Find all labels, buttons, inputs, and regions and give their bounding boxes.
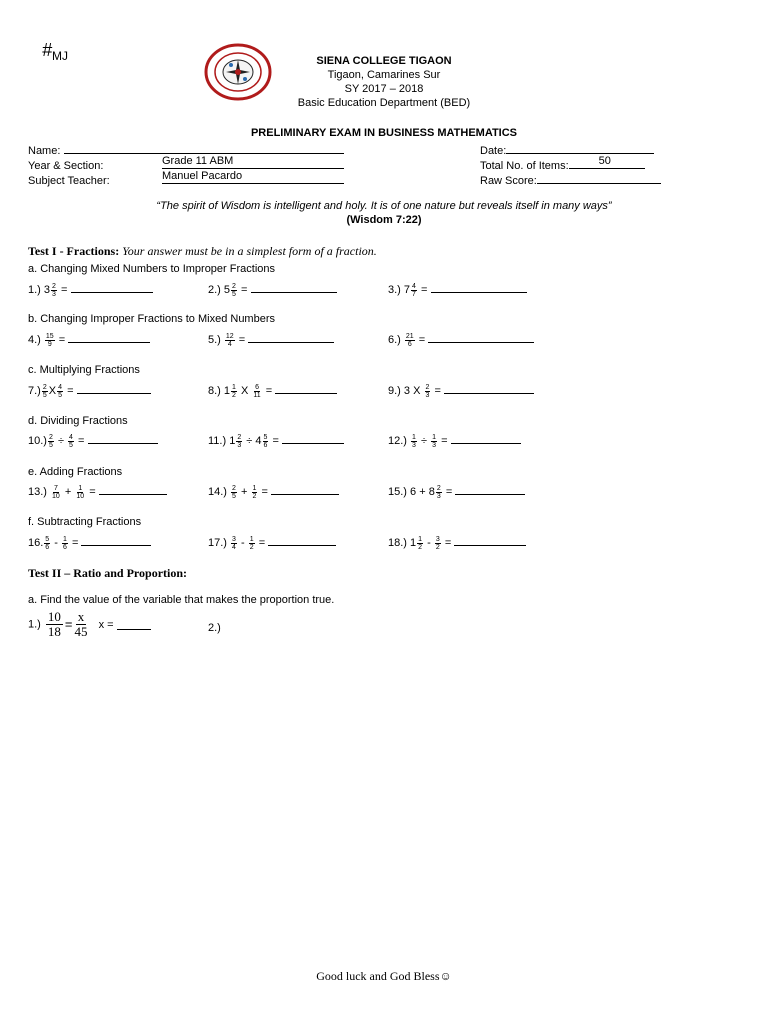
q2-label: 2.) [208,284,221,296]
q1-answer-line[interactable] [71,282,153,293]
q4-fraction [45,333,55,348]
q4-num: 15 [45,332,54,340]
q3-fraction [411,283,417,298]
q7-b-den: 5 [58,391,62,399]
t2q1-b-num: x [77,609,85,624]
t2q1-a-den: 18 [47,624,61,639]
q13-fraction-b [75,485,85,500]
q8-b-num: 6 [255,383,259,391]
q18-b-den: 2 [435,543,440,551]
q16-b-den: 6 [63,543,67,551]
q13-label: 13.) [28,486,47,498]
q15-den: 3 [436,492,441,500]
q15-label: 15.) [388,486,407,498]
q18-answer-line[interactable] [454,535,526,546]
q17-label: 17.) [208,537,227,549]
q7-times: X [48,385,57,397]
q15-whole-b: 8 [428,486,435,498]
q12-b-den: 3 [432,441,437,449]
q16-eq: = [71,537,79,549]
q8-label: 8.) [208,385,221,397]
q2-whole: 5 [223,284,231,296]
year-section-value: Grade 11 ABM [162,155,234,167]
q12-div: ÷ [421,435,428,447]
q9-answer-line[interactable] [444,383,534,394]
q8-a-den: 2 [232,391,236,399]
q18-whole: 1 [410,537,417,549]
q4-den: 9 [47,340,52,348]
raw-score-field [480,171,661,188]
q9-eq: = [434,385,441,397]
q13-answer-line[interactable] [99,484,167,495]
q14-plus: + [241,486,248,498]
q11-whole-a: 1 [229,435,236,447]
school-year: SY 2017 – 2018 [344,83,424,95]
teacher-field [28,171,344,188]
q8-eq: = [265,385,273,397]
q6-label: 6.) [388,334,401,346]
section-e: e. Adding Fractions [28,466,123,478]
t2q1-b-den: 45 [74,624,88,639]
q11-whole-b: 4 [255,435,262,447]
q6-den: 6 [407,340,412,348]
section-d: d. Dividing Fractions [28,415,128,427]
test1-title: Test I - Fractions: [28,244,120,258]
q14-b-den: 2 [252,492,257,500]
teacher-label: Subject Teacher: [28,175,110,187]
test2-question-2: 2.) [208,622,221,634]
q7-fraction-a [42,384,48,399]
q3-whole: 7 [403,284,411,296]
q14-a-den: 5 [232,492,236,500]
q15-num: 2 [436,484,441,492]
test2-section-a: a. Find the value of the variable that makes the proportion true. [28,594,335,606]
q12-fraction-a [411,434,417,449]
q8-b-den: 11 [253,391,261,399]
q18-minus: - [427,537,431,549]
corner-initials-text: MJ [52,49,69,63]
q11-div: ÷ [246,435,253,447]
q8-fraction-b [252,384,261,399]
q3-eq: = [421,284,428,296]
q10-b-num: 4 [69,433,73,441]
department: Basic Education Department (BED) [297,97,471,109]
q13-b-num: 1 [78,484,83,492]
t2q1-eq: = [64,616,73,632]
q11-b-num: 5 [263,433,268,441]
q2-eq: = [241,284,248,296]
test1-heading [28,244,377,258]
q1-whole: 3 [43,284,51,296]
question-10 [28,433,158,449]
question-13 [28,484,167,500]
t2q1-a-num: 10 [47,609,61,624]
q16-answer-line[interactable] [81,535,151,546]
q16-fraction-b [62,536,68,551]
q12-a-den: 3 [412,441,416,449]
q14-answer-line[interactable] [271,484,339,495]
q13-a-num: 7 [53,484,58,492]
test2-question-1 [28,610,151,639]
q17-answer-line[interactable] [268,535,336,546]
q9-label: 9.) [388,385,401,397]
q16-label: 16. [28,537,44,549]
q15-whole-a: 6 [410,486,417,498]
q2-den: 5 [232,290,236,298]
q11-b-den: 6 [263,441,268,449]
q3-den: 7 [412,290,416,298]
t2q1-fraction-b [75,610,88,639]
q13-a-den: 10 [52,492,60,500]
q16-b-num: 1 [63,535,67,543]
q6-eq: = [418,334,426,346]
q2-fraction [231,283,237,298]
q12-label: 12.) [388,435,407,447]
q11-answer-line[interactable] [282,433,344,444]
section-c: c. Multiplying Fractions [28,364,140,376]
question-2 [208,282,337,298]
q7-b-num: 4 [58,383,62,391]
q12-b-num: 1 [432,433,437,441]
q4-answer-line[interactable] [68,332,150,343]
q11-fraction-a [236,434,242,449]
q3-label: 3.) [388,284,401,296]
q7-eq: = [67,385,74,397]
q5-label: 5.) [208,334,221,346]
section-b: b. Changing Improper Fractions to Mixed Numbers [28,313,275,325]
q13-eq: = [89,486,96,498]
q10-a-num: 2 [48,433,53,441]
question-11 [208,433,344,449]
year-section-label: Year & Section: [28,160,104,172]
q10-eq: = [78,435,85,447]
question-16 [28,535,151,551]
q10-label: 10.) [28,435,47,447]
q14-fraction-a [231,485,237,500]
question-12 [388,433,521,449]
q9-num: 2 [425,383,430,391]
q5-eq: = [238,334,246,346]
q16-minus: - [54,537,58,549]
q4-eq: = [58,334,66,346]
q3-answer-line[interactable] [431,282,527,293]
t2q1-label: 1.) [28,618,41,631]
q13-b-den: 10 [76,492,85,500]
q16-a-den: 6 [45,543,50,551]
q18-fraction-b [435,536,441,551]
total-items-line [569,156,645,169]
q11-a-num: 2 [237,433,242,441]
q17-fraction-a [231,536,237,551]
q13-plus: + [64,486,72,498]
school-name: SIENA COLLEGE TIGAON [316,55,452,67]
q18-a-den: 2 [418,543,423,551]
name-line [64,141,344,154]
q9-whole: 3 [403,385,411,397]
q14-b-num: 1 [252,484,257,492]
year-section-line [162,156,344,169]
q17-a-num: 3 [232,535,236,543]
q12-answer-line[interactable] [451,433,521,444]
t2q1-answer-label: x = [98,618,114,631]
date-label: Date: [480,145,507,157]
question-5 [208,332,334,348]
q15-plus: + [419,486,426,498]
q4-label: 4.) [28,334,41,346]
q16-fraction-a [44,536,50,551]
question-1 [28,282,153,298]
q7-answer-line[interactable] [77,383,151,394]
q1-eq: = [61,284,68,296]
q1-label: 1.) [28,284,41,296]
q14-fraction-b [252,485,258,500]
q14-a-num: 2 [232,484,236,492]
q17-b-num: 1 [249,535,254,543]
q8-a-num: 1 [232,383,236,391]
smiley-icon: ☺ [439,969,452,983]
q6-fraction [405,333,415,348]
q12-fraction-b [431,434,437,449]
question-3 [388,282,527,298]
footer-text: Good luck and God Bless [316,969,440,983]
q1-num: 2 [52,282,56,290]
q10-fraction-a [48,434,54,449]
quote-text: “The spirit of Wisdom is intelligent and holy. It is of one nature but reveals itself in many ways” [156,200,612,212]
q18-fraction-a [417,536,423,551]
q1-fraction [51,283,57,298]
total-items-value: 50 [598,155,611,167]
q11-fraction-b [263,434,269,449]
q18-label: 18.) [388,537,407,549]
q6-num: 21 [405,332,414,340]
q5-num: 12 [225,332,234,340]
raw-score-line [537,171,661,184]
q14-label: 14.) [208,486,227,498]
q10-div: ÷ [57,435,64,447]
q17-minus: - [241,537,245,549]
q2-answer-line[interactable] [251,282,337,293]
corner-initials [42,40,68,63]
question-4 [28,332,150,348]
test1-instruction: Your answer must be in a simplest form of a fraction. [122,244,377,258]
q15-eq: = [445,486,453,498]
q7-label: 7.) [28,385,41,397]
q18-a-num: 1 [418,535,423,543]
q13-fraction-a [51,485,61,500]
q11-label: 11.) [208,435,227,447]
t2q1-answer-line[interactable] [117,619,151,630]
teacher-value: Manuel Pacardo [162,170,243,182]
q12-a-num: 1 [412,433,416,441]
q1-den: 3 [52,290,56,298]
q11-a-den: 3 [237,441,242,449]
question-17 [208,535,336,551]
name-label: Name: [28,145,61,157]
q8-answer-line[interactable] [275,383,337,394]
section-a: a. Changing Mixed Numbers to Improper Fractions [28,263,275,275]
q10-a-den: 5 [48,441,53,449]
raw-score-label: Raw Score: [480,175,537,187]
corner-symbol: # [42,40,53,60]
t2q1-fraction-a [46,610,63,639]
q17-b-den: 2 [249,543,254,551]
q9-fraction [425,384,431,399]
q5-den: 4 [227,340,232,348]
q17-a-den: 4 [232,543,236,551]
question-7 [28,383,151,399]
q5-answer-line[interactable] [248,332,334,343]
school-address: Tigaon, Camarines Sur [327,69,441,81]
q15-answer-line[interactable] [455,484,525,495]
section-f: f. Subtracting Fractions [28,516,142,528]
total-items-label: Total No. of Items: [480,160,569,172]
q17-fraction-b [249,536,255,551]
q8-whole: 1 [223,385,231,397]
q9-den: 3 [425,391,430,399]
q16-a-num: 5 [45,535,50,543]
q8-fraction-a [231,384,237,399]
q11-eq: = [272,435,279,447]
q14-eq: = [261,486,268,498]
question-15 [388,484,525,500]
teacher-line [162,171,344,184]
q10-fraction-b [68,434,74,449]
q12-eq: = [441,435,448,447]
question-8 [208,383,337,399]
question-18 [388,535,526,551]
q7-a-num: 2 [42,383,47,391]
q7-a-den: 5 [42,391,47,399]
q6-answer-line[interactable] [428,332,534,343]
q9-times: X [413,385,421,397]
q7-fraction-b [57,384,63,399]
question-14 [208,484,339,500]
q5-fraction [225,333,235,348]
q2-num: 2 [232,282,236,290]
test2-title: Test II – Ratio and Proportion: [28,566,188,580]
date-line [506,141,654,154]
question-9 [388,383,534,399]
q17-eq: = [258,537,266,549]
q18-eq: = [444,537,452,549]
q8-times: X [241,385,249,397]
q15-fraction [436,485,442,500]
q10-answer-line[interactable] [88,433,158,444]
q10-b-den: 5 [69,441,73,449]
question-6 [388,332,534,348]
quote-citation: (Wisdom 7:22) [346,214,422,226]
exam-title: PRELIMINARY EXAM IN BUSINESS MATHEMATICS [250,127,518,139]
q18-b-num: 3 [435,535,440,543]
footer [0,969,768,984]
q3-num: 4 [412,282,416,290]
